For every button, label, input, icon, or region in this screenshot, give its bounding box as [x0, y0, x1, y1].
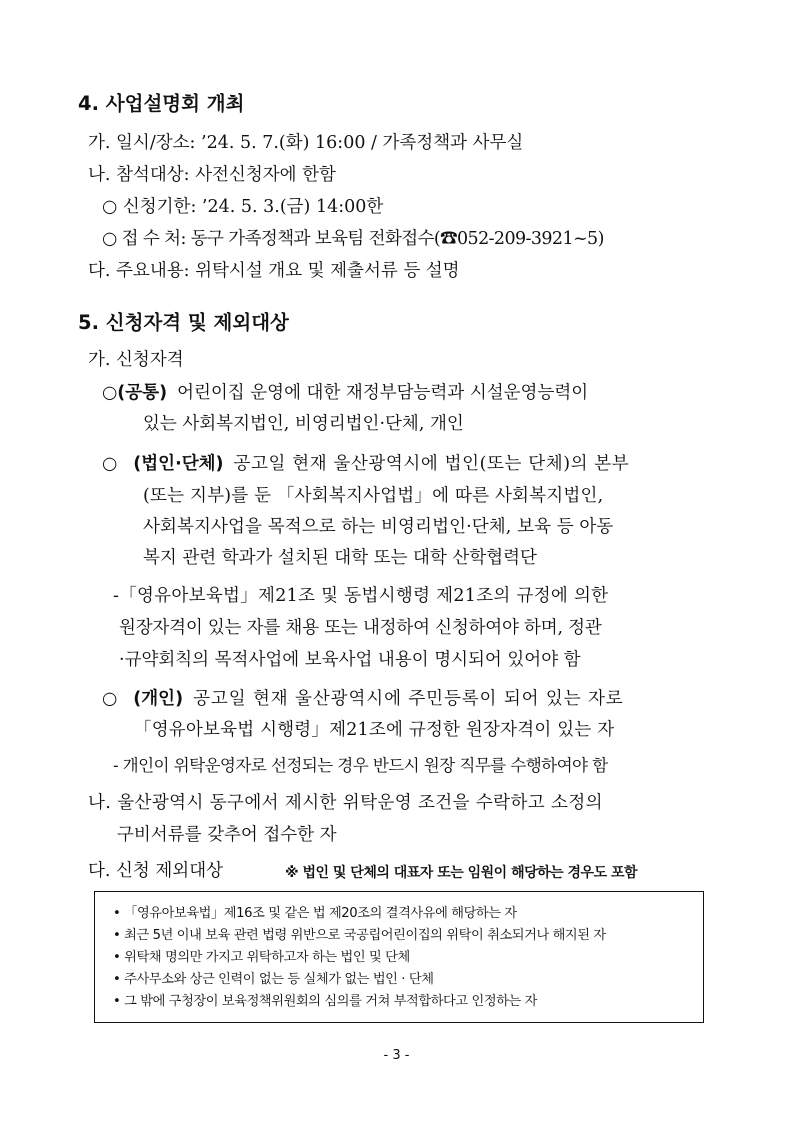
individual-label: (개인) [133, 689, 184, 709]
section-4-item-na: 나. 참석대상: 사전신청자에 한함 [88, 165, 336, 185]
exclusion-item: • 위탁채 명의만 가지고 위탁하고자 하는 법인 및 단체 [113, 950, 410, 965]
individual-qualification-line-2: 「영유아보육법 시행령」제21조에 규정한 원장자격이 있는 자 [134, 720, 615, 740]
corp-text-1: 공고일 현재 울산광역시에 법인(또는 단체)의 본부 [233, 454, 630, 474]
section-5-ga-title: 가. 신청자격 [88, 350, 184, 370]
corp-requirement-line-3: ·규약회칙의 목적사업에 보육사업 내용이 명시되어 있어야 함 [119, 650, 581, 670]
corp-qualification-line-1 [102, 452, 718, 476]
section-5-na-line-2: 구비서류를 갖추어 접수한 자 [117, 825, 337, 845]
corp-qualification-line-4: 복지 관련 학과가 설치된 대학 또는 대학 산학협력단 [143, 548, 537, 568]
exclusion-note: ※ 법인 및 단체의 대표자 또는 임원이 해당하는 경우도 포함 [285, 865, 638, 881]
common-qualification-line-2: 있는 사회복지법인, 비영리법인·단체, 개인 [143, 414, 464, 434]
section-4-item-ga: 가. 일시/장소: ’24. 5. 7.(화) 16:00 / 가족정책과 사무실 [88, 133, 524, 153]
section-5-na-line-1: 나. 울산광역시 동구에서 제시한 위탁운영 조건을 수락하고 소정의 [88, 793, 603, 813]
section-4-reception: ○ 접 수 처: 동구 가족정책과 보육팀 전화접수(☎052-209-3921~5) [102, 229, 604, 249]
corp-requirement-line-2: 원장자격이 있는 자를 채용 또는 내정하여 신청하여야 하며, 정관 [119, 618, 602, 638]
corp-qualification-line-2: (또는 지부)를 둔 「사회복지사업법」에 따른 사회복지법인, [143, 486, 604, 506]
page-number: - 3 - [383, 1048, 410, 1063]
individual-qualification-line-1 [102, 687, 718, 711]
individual-requirement: - 개인이 위탁운영자로 선정되는 경우 반드시 원장 직무를 수행하여야 함 [113, 756, 608, 775]
section-4-item-da: 다. 주요내용: 위탁시설 개요 및 제출서류 등 설명 [88, 261, 460, 281]
common-text [177, 381, 718, 405]
corp-qualification-line-3: 사회복지사업을 목적으로 하는 비영리법인·단체, 보육 등 아동 [143, 517, 614, 537]
corp-requirement-line-1: -「영유아보육법」제21조 및 동법시행령 제21조의 규정에 의한 [113, 586, 609, 606]
exclusion-item: • 주사무소와 상근 인력이 없는 등 실체가 없는 법인 · 단체 [113, 972, 434, 987]
section-4-title: 4. 사업설명회 개최 [78, 92, 245, 115]
common-qualification-line-1 [102, 381, 718, 405]
corp-label: (법인·단체) [133, 454, 224, 474]
exclusion-item: • 최근 5년 이내 보육 관련 법령 위반으로 국공립어린이집의 위탁이 취소되거나 해지된 자 [113, 928, 606, 943]
common-text-1: 어린이집 운영에 대한 재정부담능력과 시설운영능력이 [177, 383, 589, 403]
bullet-circle: ○ [102, 454, 118, 474]
section-5-da-title: 다. 신청 제외대상 [88, 861, 224, 881]
individual-text-1: 공고일 현재 울산광역시에 주민등록이 되어 있는 자로 [193, 689, 624, 709]
section-4-deadline: ○ 신청기한: ’24. 5. 3.(금) 14:00한 [102, 197, 384, 217]
bullet-circle: ○ [102, 689, 118, 709]
exclusion-item: • 「영유아보육법」제16조 및 같은 법 제20조의 결격사유에 해당하는 자 [113, 906, 517, 921]
common-label: (공통) [117, 383, 168, 403]
bullet-circle: ○ [102, 383, 118, 403]
exclusion-list-box [94, 891, 704, 1023]
section-5-title: 5. 신청자격 및 제외대상 [78, 311, 289, 334]
exclusion-item: • 그 밖에 구청장이 보육정책위원회의 심의를 거쳐 부적합하다고 인정하는 자 [113, 994, 538, 1009]
